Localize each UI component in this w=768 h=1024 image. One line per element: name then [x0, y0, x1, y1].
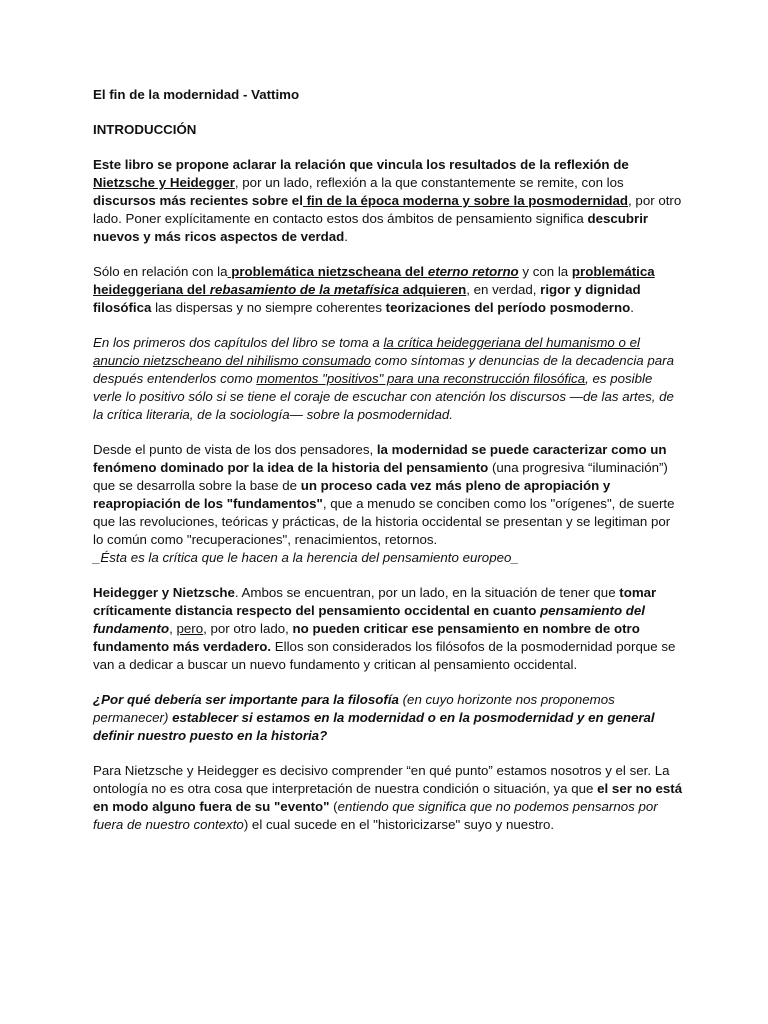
p1-run-2 — [93, 175, 235, 190]
p2-run-1: Sólo en relación con la — [93, 264, 228, 279]
paragraph-7 — [93, 762, 683, 834]
title-text: El fin de la modernidad - Vattimo — [93, 87, 300, 102]
p7-run-4: entiendo que significa que no podemos pensarnos por fuera de nuestro contexto — [93, 799, 658, 832]
p7-run-5: ) el cual sucede en el "historicizarse" suyo y nuestro. — [243, 817, 555, 832]
p2-run-7 — [399, 282, 466, 297]
p6-run-3: establecer si estamos en la modernidad o en la posmodernidad y en general definir nuestro puesto en la historia? — [93, 710, 655, 743]
p1-run-3: , por un lado, reflexión a la que constantemente se remite, con los — [234, 175, 624, 190]
p1-run-4: discursos más recientes sobre el — [93, 193, 303, 208]
p2-run-3-text: eterno retorno — [427, 264, 519, 279]
p2-run-8: , en verdad, — [466, 282, 541, 297]
p2-run-4: y con la — [518, 264, 572, 279]
p1-run-7: descubrir nuevos y más ricos aspectos de verdad — [93, 211, 649, 244]
section-heading — [93, 121, 683, 139]
p5-run-3: tomar críticamente distancia respecto del pensamiento occidental en cuanto — [93, 585, 657, 618]
p4-note-text: _Ésta es la crítica que le hacen a la herencia del pensamiento europeo_ — [93, 550, 519, 565]
p1-run-5-text: fin de la época moderna y sobre la posmodernidad — [302, 193, 629, 208]
paragraph-1 — [93, 156, 683, 246]
p2-run-5-text: problemática heideggeriana del — [93, 264, 655, 297]
p7-run-1: Para Nietzsche y Heidegger es decisivo comprender “en qué punto” estamos nosotros y el ser. La ontología no es otra cosa que interpretación de nuestra condición o situación, ya que — [93, 763, 670, 796]
p7-run-2: el ser no está en modo alguno fuera de su "evento" — [93, 781, 683, 814]
document-title — [93, 86, 683, 104]
paragraph-6 — [93, 691, 683, 745]
p4-run-1: Desde el punto de vista de los dos pensadores, — [93, 442, 377, 457]
p5-run-6: pero — [176, 621, 204, 636]
p1-run-1: Este libro se propone aclarar la relación que vincula los resultados de la reflexión de — [93, 157, 629, 172]
paragraph-5 — [93, 584, 683, 674]
p4-run-2: la modernidad se puede caracterizar como un fenómeno dominado por la idea de la historia del pensamiento — [93, 442, 667, 475]
p4-run-5: , que a menudo se conciben como los "orígenes", de suerte que las revoluciones, teóricas y prácticas, de la historia occidental se presentan y se legitiman por lo común como "recuperaciones", renacimientos, retornos. — [93, 496, 675, 547]
p5-run-4: pensamiento del fundamento — [93, 603, 645, 636]
p2-run-6 — [210, 282, 399, 297]
p4-run-4: un proceso cada vez más pleno de apropiación y reapropiación de los "fundamentos" — [93, 478, 611, 511]
p1-run-8: . — [344, 229, 348, 244]
paragraph-3 — [93, 334, 683, 424]
p6-run-2: (en cuyo horizonte nos proponemos permanecer) — [93, 692, 615, 725]
p5-run-7: , por otro lado, — [203, 621, 293, 636]
p2-run-3 — [428, 264, 519, 279]
p2-run-10: las dispersas y no siempre coherentes — [151, 300, 386, 315]
p7-run-3: ( — [329, 799, 338, 814]
p2-run-2-text: problemática nietzscheana del — [227, 264, 428, 279]
p5-run-5: , — [169, 621, 177, 636]
p5-run-1: Heidegger y Nietzsche — [93, 585, 235, 600]
document-page — [93, 86, 683, 851]
p1-run-2-text: Nietzsche y Heidegger — [93, 175, 235, 190]
p1-run-5 — [303, 193, 628, 208]
p2-run-11: teorizaciones del período posmoderno — [385, 300, 631, 315]
paragraph-2 — [93, 263, 683, 317]
p5-run-2: . Ambos se encuentran, por un lado, en la situación de tener que — [234, 585, 620, 600]
p3-run-2: la crítica heideggeriana del humanismo o el anuncio nietzscheano del nihilismo consumado — [93, 335, 640, 368]
p2-run-2 — [228, 264, 428, 279]
p2-run-9: rigor y dignidad filosófica — [93, 282, 641, 315]
p2-run-12: . — [630, 300, 634, 315]
p3-run-4: momentos "positivos" para una reconstrucción filosófica — [256, 371, 586, 386]
paragraph-4 — [93, 441, 683, 549]
p5-run-8: no pueden criticar ese pensamiento en nombre de otro fundamento más verdadero. — [93, 621, 640, 654]
p3-run-1: En los primeros dos capítulos del libro se toma a — [93, 335, 384, 350]
p3-run-3: como síntomas y denuncias de la decadencia para después entenderlos como — [93, 353, 674, 386]
p5-run-9: Ellos son considerados los filósofos de la posmodernidad porque se van a dedicar a buscar un nuevo fundamento y critican al pensamiento occidental. — [93, 639, 676, 672]
p2-run-7-text: adquieren — [398, 282, 467, 297]
p1-run-6: , por otro lado. Poner explícitamente en contacto estos dos ámbitos de pensamiento significa — [93, 193, 682, 226]
p4-run-3: (una progresiva “iluminación”) que se desarrolla sobre la base de — [93, 460, 668, 493]
paragraph-4-note — [93, 549, 683, 567]
p3-run-5: , es posible verle lo positivo sólo si se tiene el coraje de escuchar con atención los discursos —de las artes, de la crítica literaria, de la sociología— sobre la posmodernidad. — [93, 371, 674, 422]
p2-run-6-text: rebasamiento de la metafísica — [209, 282, 399, 297]
p6-run-1: ¿Por qué debería ser importante para la filosofía — [93, 692, 399, 707]
heading-text: INTRODUCCIÓN — [93, 122, 197, 137]
